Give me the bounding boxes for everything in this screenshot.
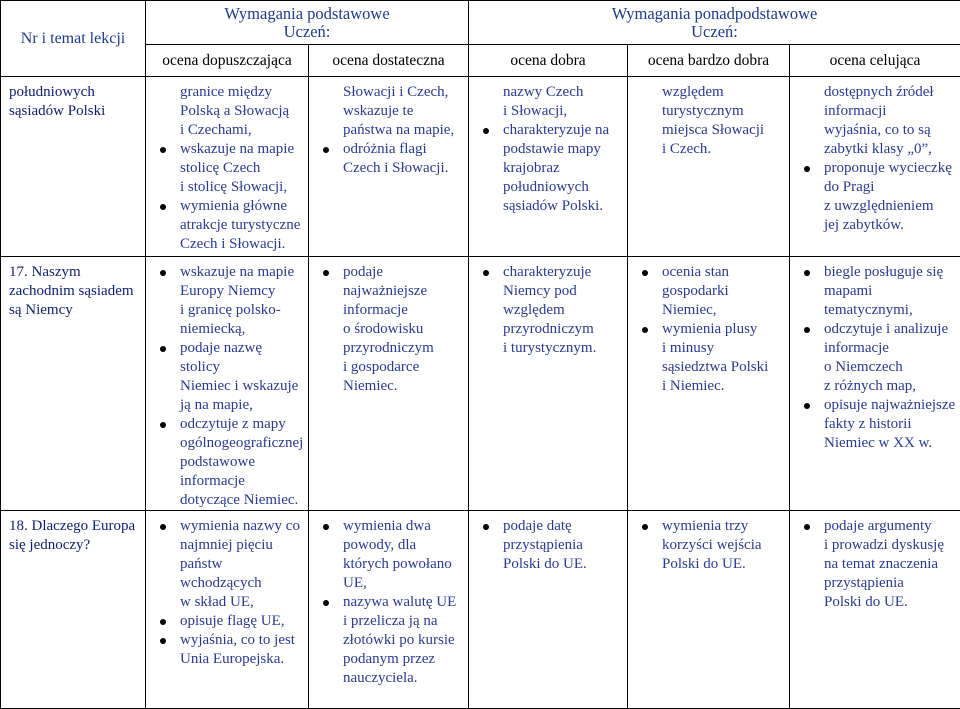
requirement-text: wchodzących xyxy=(180,575,262,591)
bullet-line xyxy=(317,593,464,612)
requirement-text: opisuje najważniejsze xyxy=(824,397,955,413)
continuation-line xyxy=(636,83,785,102)
bullet-line xyxy=(317,140,464,159)
continuation-line xyxy=(477,102,623,121)
continuation-line xyxy=(636,377,785,396)
requirement-text: jej zabytków. xyxy=(824,217,904,233)
continuation-line xyxy=(477,320,623,339)
requirement-text: tematycznymi, xyxy=(824,302,913,318)
continuation-line xyxy=(317,574,464,593)
requirement-text: państw xyxy=(180,556,223,572)
continuation-line xyxy=(636,282,785,301)
requirement-text: i Czech. xyxy=(662,141,711,157)
continuation-line xyxy=(636,102,785,121)
continuation-line xyxy=(477,282,623,301)
requirement-text: podanym przez xyxy=(343,651,435,667)
header-basic-title: Wymagania podstawowe xyxy=(146,5,468,23)
continuation-line xyxy=(317,358,464,377)
bullet-line xyxy=(154,339,304,377)
continuation-line xyxy=(317,121,464,140)
header-lesson: Nr i temat lekcji xyxy=(1,1,146,77)
header-advanced-title: Wymagania ponadpodstawowe xyxy=(469,5,960,23)
requirement-text: powody, dla xyxy=(343,537,416,553)
requirement-text: wymienia trzy xyxy=(662,518,748,534)
continuation-line xyxy=(798,83,956,102)
bullet-icon xyxy=(160,147,166,153)
requirement-cell xyxy=(469,511,628,709)
requirement-text: i gospodarce xyxy=(343,359,419,375)
requirement-text: o Niemczech xyxy=(824,359,903,375)
continuation-line xyxy=(317,159,464,178)
requirement-text: ocenia stan xyxy=(662,264,729,280)
bullet-line xyxy=(477,121,623,140)
continuation-line xyxy=(636,358,785,377)
requirement-text: wymienia nazwy co xyxy=(180,518,300,534)
requirement-list xyxy=(636,83,785,159)
bullet-icon xyxy=(323,147,329,153)
continuation-line xyxy=(798,197,956,216)
continuation-line xyxy=(477,197,623,216)
continuation-line xyxy=(636,121,785,140)
requirement-text: południowych xyxy=(503,179,589,195)
requirement-text: charakteryzuje xyxy=(503,264,591,280)
requirement-text: i granicę polsko- xyxy=(180,302,281,318)
continuation-line xyxy=(154,453,304,472)
requirement-list xyxy=(636,263,785,396)
bullet-line xyxy=(154,197,304,216)
continuation-line xyxy=(317,631,464,650)
requirement-text: Niemiec w XX w. xyxy=(824,435,932,451)
grade-header: ocena dostateczna xyxy=(309,45,469,77)
table-row xyxy=(1,77,960,257)
continuation-line xyxy=(798,282,956,301)
requirement-text: złotówki po kursie xyxy=(343,632,455,648)
grade-header: ocena dopuszczająca xyxy=(146,45,309,77)
bullet-line xyxy=(154,263,304,282)
requirement-text: odróżnia flagi xyxy=(343,141,427,157)
requirement-list xyxy=(798,83,956,235)
requirement-text: i Niemiec. xyxy=(662,378,724,394)
bullet-icon xyxy=(804,166,810,172)
requirement-text: opisuje flagę UE, xyxy=(180,613,285,629)
requirement-cell xyxy=(469,77,628,257)
continuation-line xyxy=(477,83,623,102)
grade-header: ocena bardzo dobra xyxy=(628,45,790,77)
bullet-icon xyxy=(483,524,489,530)
requirement-text: wymienia dwa xyxy=(343,518,431,534)
bullet-icon xyxy=(323,600,329,606)
bullet-line xyxy=(636,320,785,339)
continuation-line xyxy=(317,669,464,688)
header-basic-requirements xyxy=(146,1,469,45)
continuation-line xyxy=(154,102,304,121)
requirement-cell xyxy=(146,77,309,257)
bullet-icon xyxy=(160,638,166,644)
bullet-line xyxy=(477,263,623,282)
bullet-icon xyxy=(160,524,166,530)
continuation-line xyxy=(477,555,623,574)
bullet-icon xyxy=(323,270,329,276)
continuation-line xyxy=(798,121,956,140)
continuation-line xyxy=(154,159,304,178)
requirement-text: korzyści wejścia xyxy=(662,537,762,553)
continuation-line xyxy=(154,377,304,396)
bullet-icon xyxy=(483,128,489,134)
continuation-line xyxy=(477,140,623,159)
continuation-line xyxy=(798,358,956,377)
continuation-line xyxy=(317,320,464,339)
requirement-cell xyxy=(790,511,960,709)
continuation-line xyxy=(317,301,464,320)
requirement-cell xyxy=(628,77,790,257)
bullet-icon xyxy=(642,524,648,530)
continuation-line xyxy=(798,574,956,593)
requirement-text: o środowisku xyxy=(343,321,423,337)
continuation-line xyxy=(154,574,304,593)
continuation-line xyxy=(798,377,956,396)
requirement-list xyxy=(477,263,623,358)
requirement-list xyxy=(477,83,623,216)
continuation-line xyxy=(798,140,956,159)
table-body xyxy=(1,77,960,709)
continuation-line xyxy=(154,491,304,510)
requirement-text: informacje xyxy=(343,302,408,318)
requirement-list xyxy=(154,517,304,669)
requirement-text: miejsca Słowacji xyxy=(662,122,764,138)
requirement-text: dotyczące Niemiec. xyxy=(180,492,298,508)
continuation-line xyxy=(477,159,623,178)
continuation-line xyxy=(317,377,464,396)
requirement-text: fakty z historii xyxy=(824,416,911,432)
continuation-line xyxy=(636,301,785,320)
bullet-icon xyxy=(160,422,166,428)
requirement-text: zabytki klasy „0”, xyxy=(824,141,932,157)
requirement-text: wymienia główne xyxy=(180,198,287,214)
requirement-text: podstawowe xyxy=(180,454,255,470)
continuation-line xyxy=(636,339,785,358)
requirement-text: niemiecką, xyxy=(180,321,245,337)
requirement-text: najmniej pięciu xyxy=(180,537,273,553)
requirement-text: Czech i Słowacji. xyxy=(180,236,285,252)
continuation-line xyxy=(798,102,956,121)
requirement-cell xyxy=(628,511,790,709)
requirement-list xyxy=(317,263,464,396)
requirement-text: Polską a Słowacją xyxy=(180,103,289,119)
grade-header: ocena celująca xyxy=(790,45,960,77)
requirement-text: i Słowacji, xyxy=(503,103,567,119)
table-row xyxy=(1,257,960,511)
continuation-line xyxy=(154,282,304,301)
bullet-line xyxy=(154,631,304,650)
continuation-line xyxy=(154,536,304,555)
bullet-line xyxy=(317,263,464,282)
requirement-text: Polski do UE. xyxy=(662,556,746,572)
requirement-text: Słowacji i Czech, xyxy=(343,84,448,100)
requirement-text: granice między xyxy=(180,84,272,100)
requirement-text: przyrodniczym xyxy=(503,321,594,337)
requirement-text: informacji xyxy=(824,103,886,119)
requirement-text: Polski do UE. xyxy=(503,556,587,572)
requirement-text: biegle posługuje się xyxy=(824,264,943,280)
continuation-line xyxy=(798,415,956,434)
continuation-line xyxy=(798,434,956,453)
bullet-icon xyxy=(160,204,166,210)
continuation-line xyxy=(636,536,785,555)
requirement-text: przystąpienia xyxy=(824,575,904,591)
requirement-text: najważniejsze xyxy=(343,283,427,299)
requirement-text: przyrodniczym xyxy=(343,340,434,356)
requirement-text: atrakcje turystyczne xyxy=(180,217,300,233)
requirement-cell xyxy=(146,257,309,511)
requirement-text: z uwzględnieniem xyxy=(824,198,934,214)
continuation-line xyxy=(477,178,623,197)
bullet-line xyxy=(477,517,623,536)
bullet-icon xyxy=(804,327,810,333)
continuation-line xyxy=(154,178,304,197)
requirement-text: gospodarki xyxy=(662,283,729,299)
continuation-line xyxy=(154,650,304,669)
continuation-line xyxy=(798,536,956,555)
requirement-text: dostępnych źródeł xyxy=(824,84,934,100)
requirement-text: wymienia plusy xyxy=(662,321,757,337)
continuation-line xyxy=(477,339,623,358)
requirement-list xyxy=(798,517,956,612)
requirement-text: wskazuje na mapie xyxy=(180,141,294,157)
requirement-cell xyxy=(469,257,628,511)
requirement-text: mapami xyxy=(824,283,872,299)
requirement-text: ją na mapie, xyxy=(180,397,253,413)
requirement-cell xyxy=(146,511,309,709)
requirement-text: i prowadzi dyskusję xyxy=(824,537,944,553)
bullet-line xyxy=(154,612,304,631)
lesson-title: południowych sąsiadów Polski xyxy=(1,77,146,257)
continuation-line xyxy=(317,650,464,669)
bullet-line xyxy=(798,159,956,178)
requirement-text: wyjaśnia, co to są xyxy=(824,122,931,138)
lesson-title: 18. Dlaczego Europa się jednoczy? xyxy=(1,511,146,709)
requirement-text: Czech i Słowacji. xyxy=(343,160,448,176)
continuation-line xyxy=(154,396,304,415)
requirement-text: i minusy xyxy=(662,340,714,356)
requirement-text: na temat znaczenia xyxy=(824,556,938,572)
continuation-line xyxy=(154,320,304,339)
lesson-title: 17. Naszym zachodnim sąsiadem są Niemcy xyxy=(1,257,146,511)
requirement-text: w skład UE, xyxy=(180,594,254,610)
requirement-text: Polski do UE. xyxy=(824,594,908,610)
requirement-text: względem xyxy=(662,84,724,100)
bullet-icon xyxy=(642,327,648,333)
requirement-text: i przelicza ją na xyxy=(343,613,438,629)
requirement-text: odczytuje i analizuje xyxy=(824,321,948,337)
bullet-line xyxy=(636,263,785,282)
header-basic-student: Uczeń: xyxy=(146,23,468,41)
bullet-icon xyxy=(160,346,166,352)
requirement-text: ogólnogeograficznej xyxy=(180,435,303,451)
continuation-line xyxy=(798,593,956,612)
requirement-text: nauczyciela. xyxy=(343,670,418,686)
requirement-text: stolicę Czech xyxy=(180,160,260,176)
requirement-cell xyxy=(309,77,469,257)
bullet-icon xyxy=(804,270,810,276)
header-advanced-requirements xyxy=(469,1,960,45)
continuation-line xyxy=(154,216,304,235)
bullet-line xyxy=(798,396,956,415)
requirement-text: sąsiedztwa Polski xyxy=(662,359,768,375)
continuation-line xyxy=(317,339,464,358)
continuation-line xyxy=(317,536,464,555)
requirement-list xyxy=(317,83,464,178)
continuation-line xyxy=(154,555,304,574)
requirement-list xyxy=(477,517,623,574)
continuation-line xyxy=(798,339,956,358)
bullet-line xyxy=(798,517,956,536)
bullet-line xyxy=(154,140,304,159)
requirement-text: wyjaśnia, co to jest xyxy=(180,632,295,648)
requirement-list xyxy=(636,517,785,574)
requirement-text: Niemiec. xyxy=(343,378,398,394)
requirement-text: względem xyxy=(503,302,565,318)
continuation-line xyxy=(636,140,785,159)
requirement-text: podaje datę xyxy=(503,518,572,534)
continuation-line xyxy=(798,178,956,197)
requirement-text: sąsiadów Polski. xyxy=(503,198,603,214)
requirement-text: nazywa walutę UE xyxy=(343,594,456,610)
bullet-line xyxy=(154,415,304,434)
requirement-text: podaje nazwę stolicy xyxy=(180,340,262,375)
requirement-text: odczytuje z mapy xyxy=(180,416,286,432)
continuation-line xyxy=(154,593,304,612)
bullet-icon xyxy=(160,619,166,625)
requirement-text: turystycznym xyxy=(662,103,744,119)
bullet-icon xyxy=(642,270,648,276)
bullet-line xyxy=(798,320,956,339)
requirement-text: charakteryzuje na xyxy=(503,122,609,138)
requirement-cell xyxy=(628,257,790,511)
requirement-text: wskazuje na mapie xyxy=(180,264,294,280)
bullet-line xyxy=(317,517,464,536)
requirement-text: wskazuje te xyxy=(343,103,413,119)
requirement-text: i stolicę Słowacji, xyxy=(180,179,287,195)
requirement-text: UE, xyxy=(343,575,367,591)
requirement-text: podaje argumenty xyxy=(824,518,932,534)
requirement-text: Europy Niemcy xyxy=(180,283,275,299)
header-row-groups xyxy=(1,1,960,45)
continuation-line xyxy=(798,555,956,574)
requirement-cell xyxy=(309,257,469,511)
requirement-text: z różnych map, xyxy=(824,378,916,394)
bullet-icon xyxy=(804,403,810,409)
requirement-text: Niemiec i wskazuje xyxy=(180,378,298,394)
bullet-line xyxy=(798,263,956,282)
continuation-line xyxy=(317,555,464,574)
requirement-text: przystąpienia xyxy=(503,537,583,553)
requirement-text: krajobraz xyxy=(503,160,560,176)
bullet-icon xyxy=(323,524,329,530)
requirement-text: i Czechami, xyxy=(180,122,252,138)
requirement-cell xyxy=(790,77,960,257)
requirement-list xyxy=(154,263,304,510)
requirement-text: do Pragi xyxy=(824,179,874,195)
continuation-line xyxy=(317,83,464,102)
requirement-text: nazwy Czech xyxy=(503,84,583,100)
continuation-line xyxy=(154,472,304,491)
requirement-text: których powołano xyxy=(343,556,452,572)
continuation-line xyxy=(477,301,623,320)
continuation-line xyxy=(636,555,785,574)
continuation-line xyxy=(317,282,464,301)
bullet-line xyxy=(154,517,304,536)
requirement-text: podstawie mapy xyxy=(503,141,601,157)
continuation-line xyxy=(317,612,464,631)
continuation-line xyxy=(798,216,956,235)
requirement-text: Niemcy pod xyxy=(503,283,577,299)
bullet-icon xyxy=(160,270,166,276)
bullet-icon xyxy=(483,270,489,276)
continuation-line xyxy=(154,434,304,453)
requirement-text: Niemiec, xyxy=(662,302,717,318)
continuation-line xyxy=(154,235,304,254)
table-row xyxy=(1,511,960,709)
requirement-list xyxy=(154,83,304,254)
continuation-line xyxy=(798,301,956,320)
bullet-icon xyxy=(804,524,810,530)
header-advanced-student: Uczeń: xyxy=(469,23,960,41)
requirement-list xyxy=(317,517,464,688)
requirement-cell xyxy=(790,257,960,511)
requirement-text: proponuje wycieczkę xyxy=(824,160,952,176)
bullet-line xyxy=(636,517,785,536)
continuation-line xyxy=(154,121,304,140)
requirement-text: państwa na mapie, xyxy=(343,122,454,138)
requirement-list xyxy=(798,263,956,453)
continuation-line xyxy=(317,102,464,121)
requirement-cell xyxy=(309,511,469,709)
requirement-text: Unia Europejska. xyxy=(180,651,284,667)
continuation-line xyxy=(154,301,304,320)
grade-header: ocena dobra xyxy=(469,45,628,77)
requirement-text: informacje xyxy=(180,473,245,489)
requirement-text: podaje xyxy=(343,264,383,280)
continuation-line xyxy=(154,83,304,102)
requirement-text: i turystycznym. xyxy=(503,340,596,356)
requirement-text: informacje xyxy=(824,340,889,356)
continuation-line xyxy=(477,536,623,555)
